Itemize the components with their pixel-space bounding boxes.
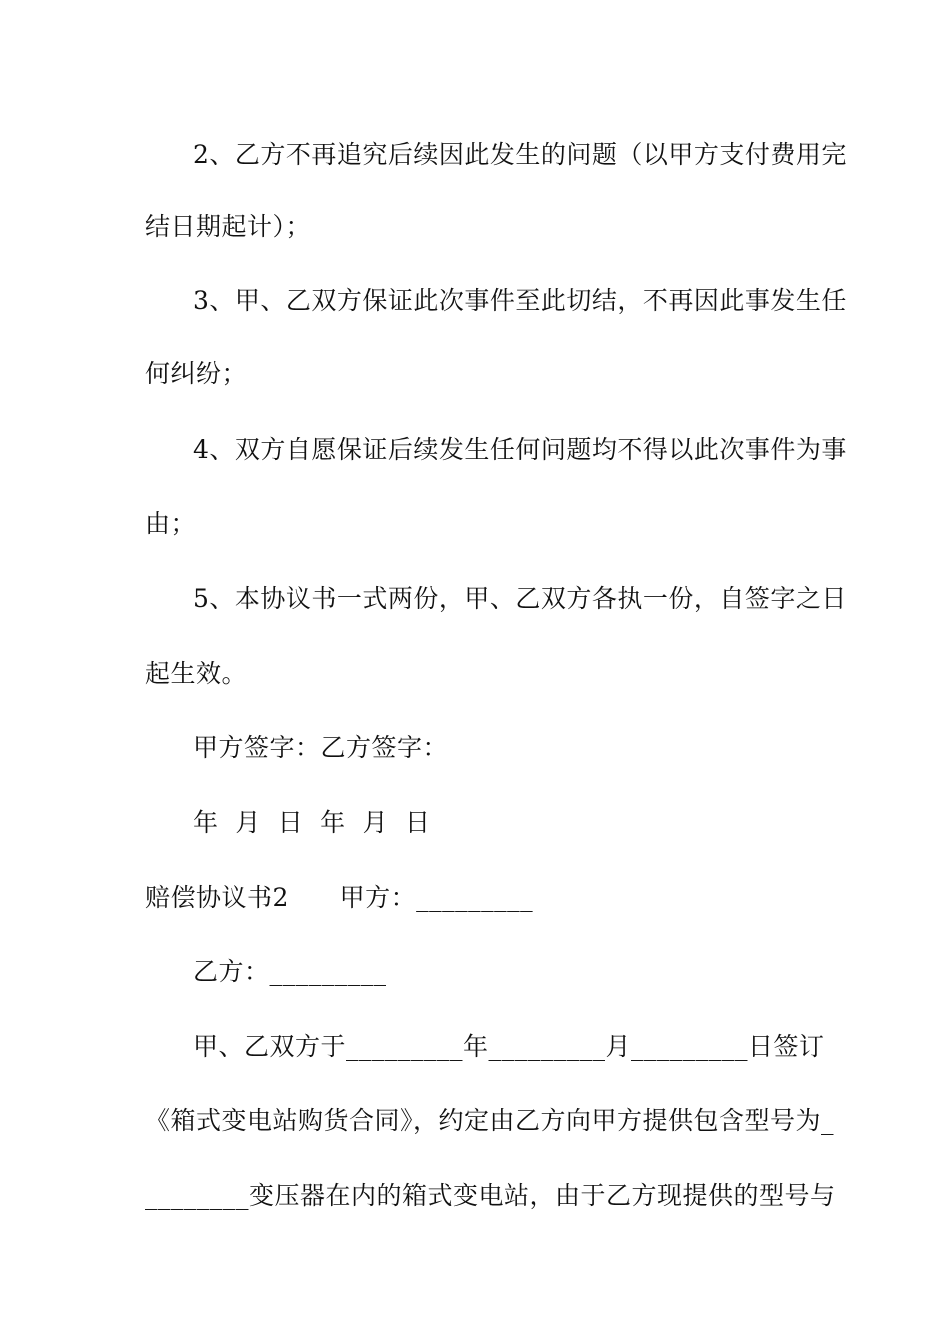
signature-line: 甲方签字：乙方签字： [193, 733, 449, 762]
paragraph-line: 结日期起计）； [145, 212, 312, 241]
paragraph-line: 5、本协议书一式两份，甲、乙双方各执一份，自签字之日 [193, 584, 847, 613]
agreement-title-line: 赔偿协议书2 甲方：_________ [145, 883, 534, 912]
paragraph-line: 4、双方自愿保证后续发生任何问题均不得以此次事件为事 [193, 435, 847, 464]
paragraph-line: 甲、乙双方于_________年_________月_________日签订 [193, 1032, 825, 1061]
paragraph-line: 何纠纷； [145, 359, 248, 388]
paragraph-line: 《箱式变电站购货合同》，约定由乙方向甲方提供包含型号为_ [145, 1106, 835, 1135]
paragraph-line: 起生效。 [145, 659, 248, 688]
paragraph-line: 由； [145, 509, 197, 538]
paragraph-line: 3、甲、乙双方保证此次事件至此切结，不再因此事发生任 [193, 286, 847, 315]
date-line: 年 月 日 年 月 日 [193, 808, 431, 837]
paragraph-line: 2、乙方不再追究后续因此发生的问题（以甲方支付费用完 [193, 140, 847, 169]
party-b-line: 乙方：_________ [193, 957, 387, 986]
paragraph-line: ________变压器在内的箱式变电站，由于乙方现提供的型号与 [145, 1181, 836, 1210]
